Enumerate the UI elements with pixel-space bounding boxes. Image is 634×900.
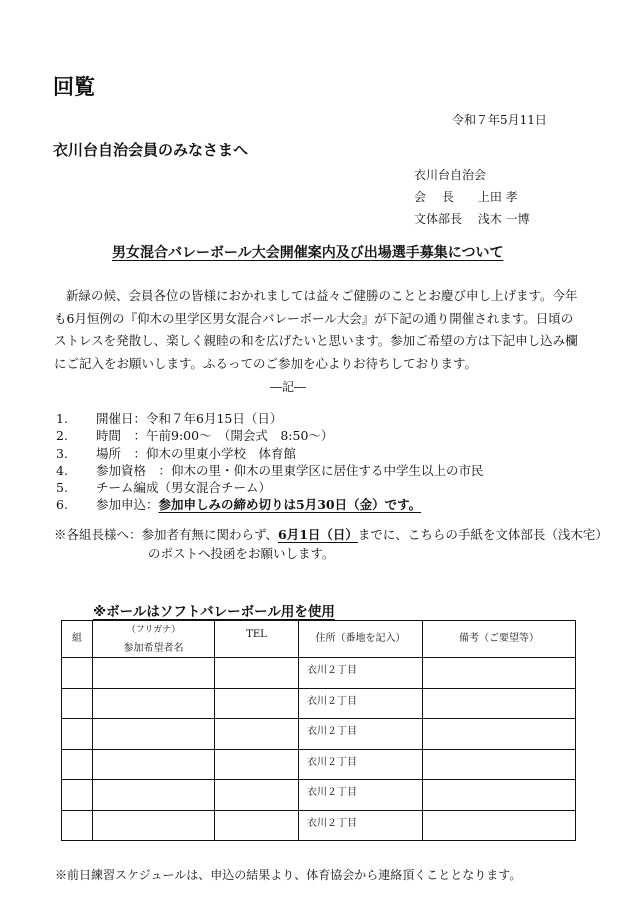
table-row — [62, 688, 576, 719]
issue-date: 令和７年5月11日 — [452, 113, 547, 127]
remarks-cell[interactable] — [423, 658, 576, 689]
intro-paragraph: 新緑の候、会員各位の皆様におかれましては益々ご健勝のこととお慶び申し上げます。今年も6月恒例の『仰木の里学区男女混合バレーボール大会』が下記の通り開催されます。日頃のストレスを発散し、楽しく親睦の和を広げたいと思います。参加ご希望の方は下記申し込み欄にご記入をお願いします。ふるってのご参加を心よりお待ちしております。 — [54, 288, 578, 371]
header-group: 組 — [62, 621, 93, 658]
name-cell[interactable] — [93, 780, 215, 811]
note-prefix: ※各組長様へ：参加者有無に関わらず、 — [54, 527, 279, 542]
remarks-cell[interactable] — [423, 749, 576, 780]
header-tel: TEL — [215, 621, 299, 658]
tel-cell[interactable] — [215, 688, 299, 719]
address-prefill: 衣川２丁目 — [307, 726, 357, 737]
sender-block — [414, 164, 530, 230]
practice-schedule-note: ※前日練習スケジュールは、申込の結果より、体育協会から連絡頂くこととなります。 — [55, 868, 522, 882]
detail-item — [56, 479, 484, 496]
address-prefill: 衣川２丁目 — [307, 787, 357, 798]
detail-text: 開催日：令和７年6月15日（日） — [96, 411, 283, 426]
event-details-list — [56, 410, 484, 514]
table-row — [62, 780, 576, 811]
detail-number: 4. — [56, 462, 68, 478]
remarks-cell[interactable] — [423, 719, 576, 750]
entry-form-table — [61, 620, 576, 841]
document-heading: 回覧 — [53, 75, 95, 99]
detail-number: 1. — [56, 411, 68, 426]
address-cell[interactable] — [299, 780, 423, 811]
detail-text: 参加資格 ：仰木の里・仰木の里東学区に居住する中学生以上の市民 — [96, 462, 484, 478]
detail-text: 場所 ：仰木の里東小学校 体育館 — [96, 445, 297, 461]
address-cell[interactable] — [299, 688, 423, 719]
table-header-row — [62, 621, 576, 658]
name-cell[interactable] — [93, 719, 215, 750]
address-cell[interactable] — [299, 658, 423, 689]
address-prefill: 衣川２丁目 — [307, 695, 357, 707]
remarks-cell[interactable] — [423, 688, 576, 719]
header-name-kana: （フリガナ） — [126, 625, 181, 635]
address-prefill: 衣川２丁目 — [307, 665, 357, 676]
group-cell[interactable] — [62, 688, 93, 719]
header-name — [93, 621, 215, 658]
header-name-label: 参加希望者名 — [123, 643, 184, 654]
name-cell[interactable] — [93, 810, 215, 841]
tel-cell[interactable] — [215, 749, 299, 780]
note-line-1 — [54, 525, 608, 544]
detail-text: チーム編成（男女混合チーム） — [96, 480, 272, 496]
group-cell[interactable] — [62, 780, 93, 811]
table-row — [62, 810, 576, 841]
detail-number: 3. — [56, 445, 68, 461]
address-cell[interactable] — [299, 810, 423, 841]
detail-item — [56, 427, 484, 444]
detail-item — [56, 496, 484, 513]
name-cell[interactable] — [93, 749, 215, 780]
sender-org: 衣川台自治会 — [414, 168, 487, 182]
tel-cell[interactable] — [215, 780, 299, 811]
address-prefill: 衣川２丁目 — [307, 756, 357, 768]
address-cell[interactable] — [299, 749, 423, 780]
header-remarks: 備考（ご要望等） — [423, 621, 576, 658]
remarks-cell[interactable] — [423, 780, 576, 811]
detail-item — [56, 445, 484, 462]
detail-item — [56, 410, 484, 427]
detail-number: 5. — [56, 480, 68, 496]
note-suffix: までに、こちらの手紙を文体部長（浅木宅） — [357, 527, 608, 542]
group-cell[interactable] — [62, 810, 93, 841]
group-cell[interactable] — [62, 749, 93, 780]
tel-cell[interactable] — [215, 810, 299, 841]
address-cell[interactable] — [299, 719, 423, 750]
ki-separator: ―記― — [270, 380, 307, 394]
notice-title: 男女混合バレーボール大会開催案内及び出場選手募集について — [112, 245, 504, 261]
sender-chairman: 会 長 上田 孝 — [414, 190, 518, 204]
addressee: 衣川台自治会員のみなさまへ — [53, 141, 249, 159]
detail-number: 6. — [56, 497, 68, 513]
detail-item — [56, 462, 484, 479]
sender-culture-head: 文体部長 浅木 一博 — [414, 212, 530, 226]
detail-text — [96, 496, 421, 513]
name-cell[interactable] — [93, 688, 215, 719]
header-address: 住所（番地を記入） — [299, 621, 423, 658]
address-prefill: 衣川２丁目 — [307, 817, 357, 829]
table-row — [62, 719, 576, 750]
note-deadline: 6月1日（日） — [278, 527, 358, 542]
note-line-2: のポストへ投函をお願いします。 — [148, 546, 335, 561]
remarks-cell[interactable] — [423, 810, 576, 841]
tel-cell[interactable] — [215, 658, 299, 689]
deadline-text: 参加申しみの締め切りは5月30日（金）です。 — [158, 497, 422, 513]
application-label: 参加申込： — [96, 497, 159, 513]
group-cell[interactable] — [62, 719, 93, 750]
tel-cell[interactable] — [215, 719, 299, 750]
detail-text: 時間 ：午前9:00～ （開会式 8:50～） — [96, 428, 334, 444]
ball-note: ※ボールはソフトバレーボール用を使用 — [93, 604, 335, 620]
group-cell[interactable] — [62, 658, 93, 689]
table-row — [62, 658, 576, 689]
name-cell[interactable] — [93, 658, 215, 689]
group-leader-note — [54, 525, 608, 563]
detail-number: 2. — [56, 428, 68, 444]
table-row — [62, 749, 576, 780]
